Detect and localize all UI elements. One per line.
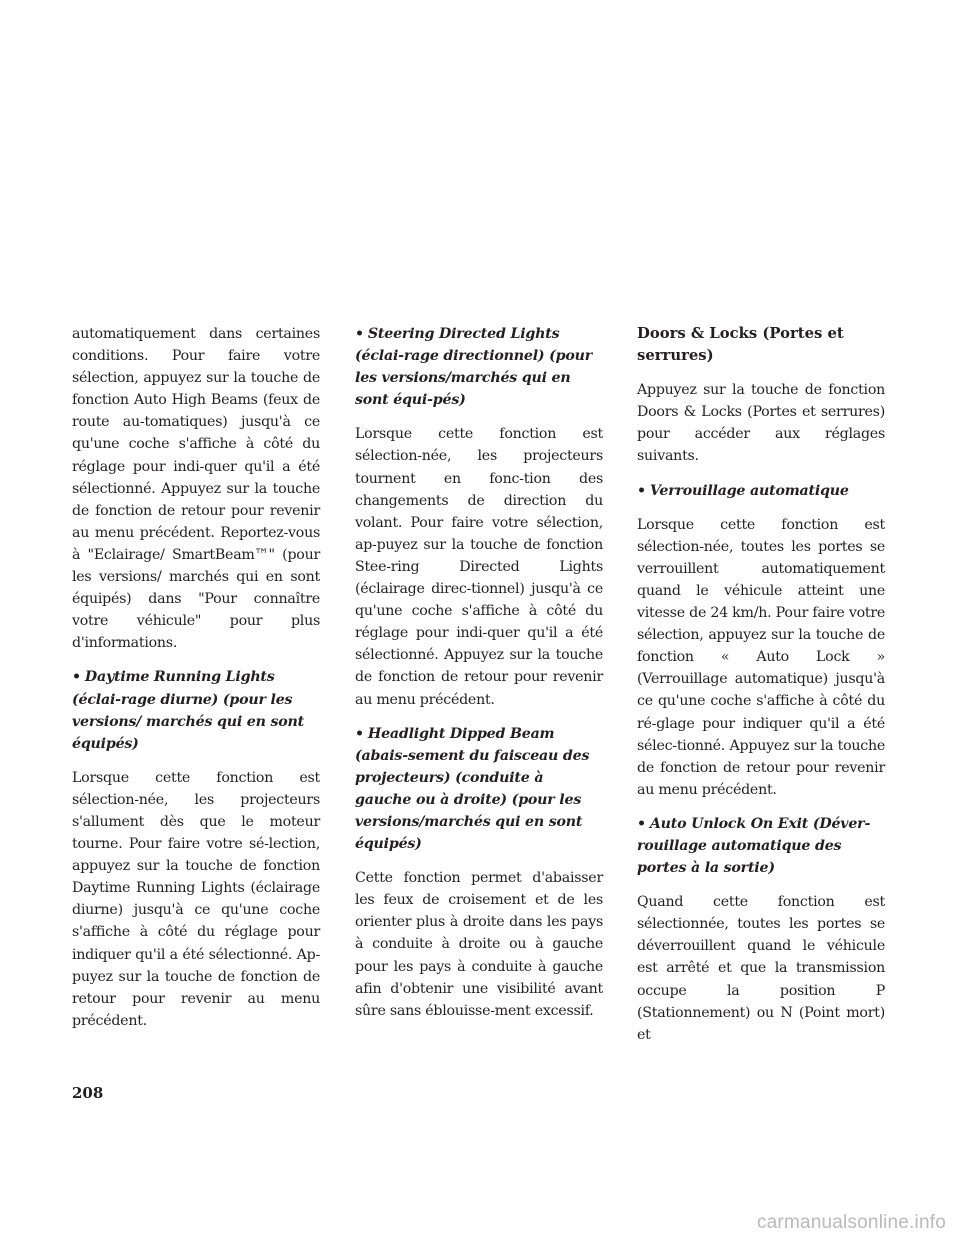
paragraph-verrouillage-automatique: Lorsque cette fonction est sélection-née, toutes les portes se verrouillent automatiquement quand le véhicule atteint une vitesse de 24 km/h. Pour faire votre sélection, appuyez sur la touche de fonction « Auto Lock » (Verrouillage automatique) jusqu'à ce qu'une coche s'affiche à côté du ré-glage pour indiquer qu'il a été sélec-tionné. Appuyez sur la touche de fonction de retour pour revenir au menu précédent.: [637, 516, 885, 798]
heading-steering-directed-lights: [355, 323, 603, 411]
bullet-icon: •: [637, 815, 646, 832]
column-left: [72, 323, 320, 1044]
paragraph-auto-high-beams: automatiquement dans certaines conditions. Pour faire votre sélection, appuyez sur la touche de fonction Auto High Beams (feux de route au-tomatiques) jusqu'à ce qu'une coche s'affiche à côté du réglage pour indi-quer qu'il a été sélectionné. Appuyez sur la touche de fonction de retour pour revenir au menu précédent. Reportez-vous à "Eclairage/ SmartBeam™" (pour les versions/ marchés qui en sont équipés) dans "Pour connaître votre véhicule" pour plus d'informations.: [72, 326, 320, 652]
bullet-icon: •: [355, 725, 364, 742]
watermark: carmanualsonline.info: [756, 1212, 946, 1233]
bullet-icon: •: [637, 482, 646, 499]
heading-auto-unlock-on-exit: [637, 813, 885, 879]
paragraph-daytime-running-lights: Lorsque cette fonction est sélection-née, les projecteurs s'allument dès que le moteur tourne. Pour faire votre sé-lection, appuyez sur la touche de fonction Daytime Running Lights (éclairage diurne) jusqu'à ce qu'une coche s'affiche à côté du réglage pour indiquer qu'il a été sélectionné. Ap-puyez sur la touche de fonction de retour pour revenir au menu précédent.: [72, 769, 320, 1029]
heading-daytime-running-lights: [72, 666, 320, 754]
bullet-icon: •: [72, 669, 81, 686]
paragraph-auto-unlock-on-exit: Quand cette fonction est sélectionnée, toutes les portes se déverrouillent quand le véhicule est arrêté et que la transmission occupe la position P (Stationnement) ou N (Point mort) et: [637, 894, 885, 1043]
column-right: [637, 323, 885, 1058]
column-middle: [355, 323, 603, 1034]
heading-headlight-dipped-beam: [355, 723, 603, 856]
heading-text: Verrouillage automatique: [649, 482, 849, 499]
section-title-doors-locks: Doors & Locks (Portes et serrures): [637, 325, 844, 365]
heading-text: Headlight Dipped Beam (abais-sement du faisceau des projecteurs) (conduite à gauche ou à droite) (pour les versions/marchés qui en sont équipés): [355, 725, 590, 853]
heading-text: Auto Unlock On Exit (Déver-rouillage automatique des portes à la sortie): [637, 815, 871, 877]
heading-text: Steering Directed Lights (éclai-rage directionnel) (pour les versions/marchés qui en sont équi-pés): [355, 326, 593, 409]
bullet-icon: •: [355, 326, 364, 342]
paragraph-doors-locks-intro: Appuyez sur la touche de fonction Doors & Locks (Portes et serrures) pour accéder aux réglages suivants.: [637, 382, 885, 465]
paragraph-headlight-dipped-beam: Cette fonction permet d'abaisser les feux de croisement et de les orienter plus à droite dans les pays à conduite à droite ou à gauche pour les pays à conduite à gauche afin d'obtenir une visibilité avant sûre sans éblouisse-ment excessif.: [355, 870, 603, 1019]
heading-verrouillage-automatique: [637, 480, 885, 502]
paragraph-steering-directed-lights: Lorsque cette fonction est sélection-née, les projecteurs tournent en fonc-tion des changements de direction du volant. Pour faire votre sélection, ap-puyez sur la touche de fonction Stee-ring Directed Lights (éclairage direc-tionnel) jusqu'à ce qu'une coche s'affiche à côté du réglage pour indi-quer qu'il a été sélectionné. Appuyez sur la touche de fonction de retour pour revenir au menu précédent.: [355, 426, 603, 708]
heading-text: Daytime Running Lights (éclai-rage diurne) (pour les versions/ marchés qui en sont équipés): [72, 669, 304, 752]
page-number: 208: [72, 1084, 104, 1102]
